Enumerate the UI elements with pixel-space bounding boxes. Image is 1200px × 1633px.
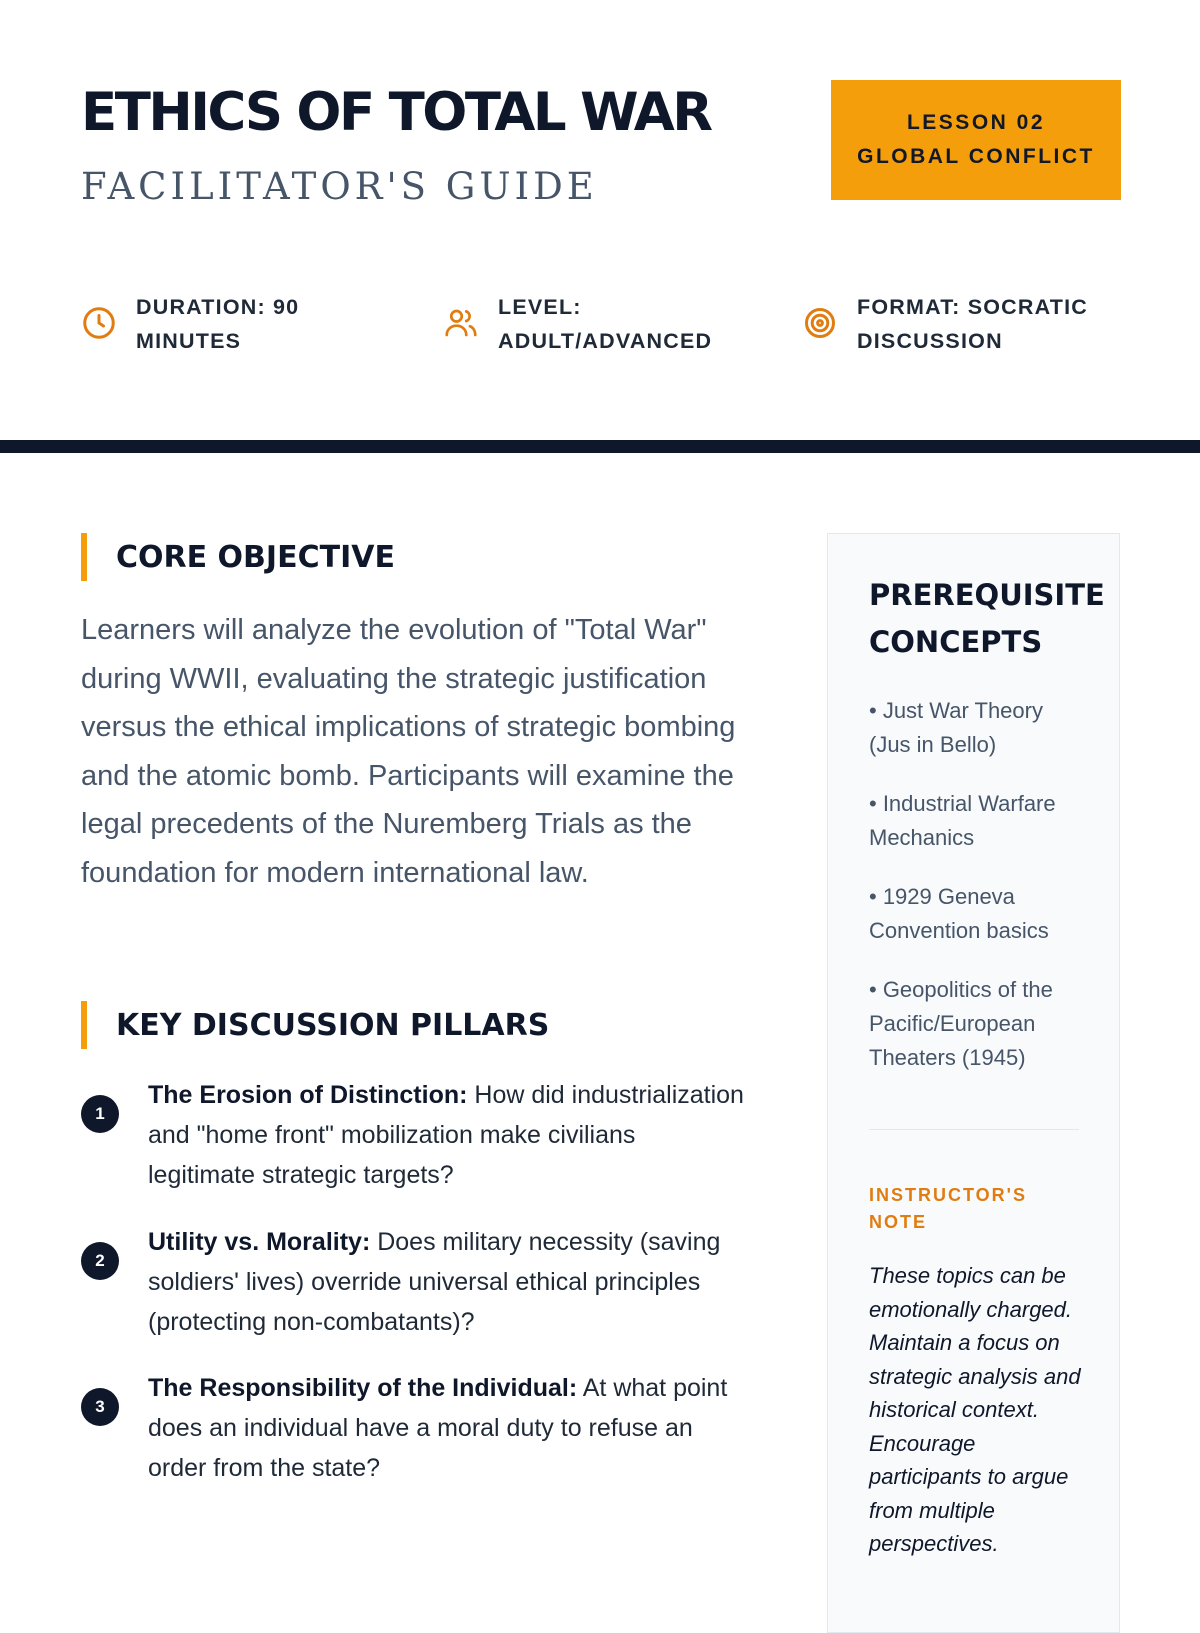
level-text: LEVEL: ADULT/ADVANCED xyxy=(498,295,713,353)
pillar-number: 2 xyxy=(81,1242,119,1280)
pillar-number: 3 xyxy=(81,1388,119,1426)
meta-format xyxy=(802,290,1088,358)
pillar-title: The Erosion of Distinction: xyxy=(148,1081,468,1109)
lesson-unit: GLOBAL CONFLICT xyxy=(857,145,1095,168)
sidebar-panel xyxy=(827,533,1120,1633)
instructor-note-text: These topics can be emotionally charged. Maintain a focus on strategic analysis and historical context. Encourage participants to argue from multiple perspectives. xyxy=(869,1263,1081,1556)
pillar-item xyxy=(81,1222,761,1342)
pillar-item xyxy=(81,1368,761,1488)
pillar-title: The Responsibility of the Individual: xyxy=(148,1374,578,1402)
format-text: FORMAT: SOCRATIC DISCUSSION xyxy=(857,295,1088,353)
pillar-number: 1 xyxy=(81,1095,119,1133)
section-title: KEY DISCUSSION PILLARS xyxy=(116,1007,550,1043)
prerequisites-heading: PREREQUISITE CONCEPTS xyxy=(869,578,1105,659)
prerequisite-item: • Geopolitics of the Pacific/European Theaters (1945) xyxy=(869,977,1053,1070)
prerequisite-item: • Industrial Warfare Mechanics xyxy=(869,791,1056,850)
page-subtitle: FACILITATOR'S GUIDE xyxy=(81,165,598,208)
meta-duration xyxy=(81,290,299,358)
pillar-text xyxy=(148,1222,748,1342)
objective-text: Learners will analyze the evolution of "Total War" during WWII, evaluating the strategic justification versus the ethical implications of strategic bombing and the atomic bomb. Participants will examine the legal precedents of the Nuremberg Trials as the foundation for modern international law. xyxy=(81,614,736,889)
prerequisite-item: • Just War Theory (Jus in Bello) xyxy=(869,698,1043,757)
sidebar-divider xyxy=(869,1129,1079,1130)
instructor-note-label: INSTRUCTOR'S NOTE xyxy=(869,1185,1027,1232)
section-divider xyxy=(0,440,1200,453)
core-objective-heading xyxy=(81,533,395,581)
pillar-body: At what point does an individual have a moral duty to refuse an order from the state? xyxy=(148,1374,728,1482)
page-header xyxy=(81,80,1121,220)
clock-icon xyxy=(81,305,117,341)
lesson-meta xyxy=(81,290,1121,370)
page-title: ETHICS OF TOTAL WAR xyxy=(81,82,711,143)
pillar-text xyxy=(148,1075,748,1195)
duration-text: DURATION: 90 MINUTES xyxy=(136,295,300,353)
accent-bar xyxy=(81,1001,87,1049)
discussion-pillars-heading xyxy=(81,1001,549,1049)
pillar-body: How did industrialization and "home front" mobilization make civilians legitimate strategic targets? xyxy=(148,1081,744,1189)
target-icon xyxy=(802,305,838,341)
lesson-number: LESSON 02 xyxy=(906,111,1046,134)
accent-bar xyxy=(81,533,87,581)
lesson-badge xyxy=(831,80,1121,200)
pillar-title: Utility vs. Morality: xyxy=(148,1228,371,1256)
pillar-body: Does military necessity (saving soldiers' lives) override universal ethical principles (protecting non-combatants)? xyxy=(148,1228,721,1336)
meta-level xyxy=(443,290,712,358)
users-icon xyxy=(443,305,479,341)
prerequisite-item: • 1929 Geneva Convention basics xyxy=(869,884,1049,943)
pillar-item xyxy=(81,1075,761,1195)
section-title: CORE OBJECTIVE xyxy=(116,539,395,575)
pillar-text xyxy=(148,1368,748,1488)
